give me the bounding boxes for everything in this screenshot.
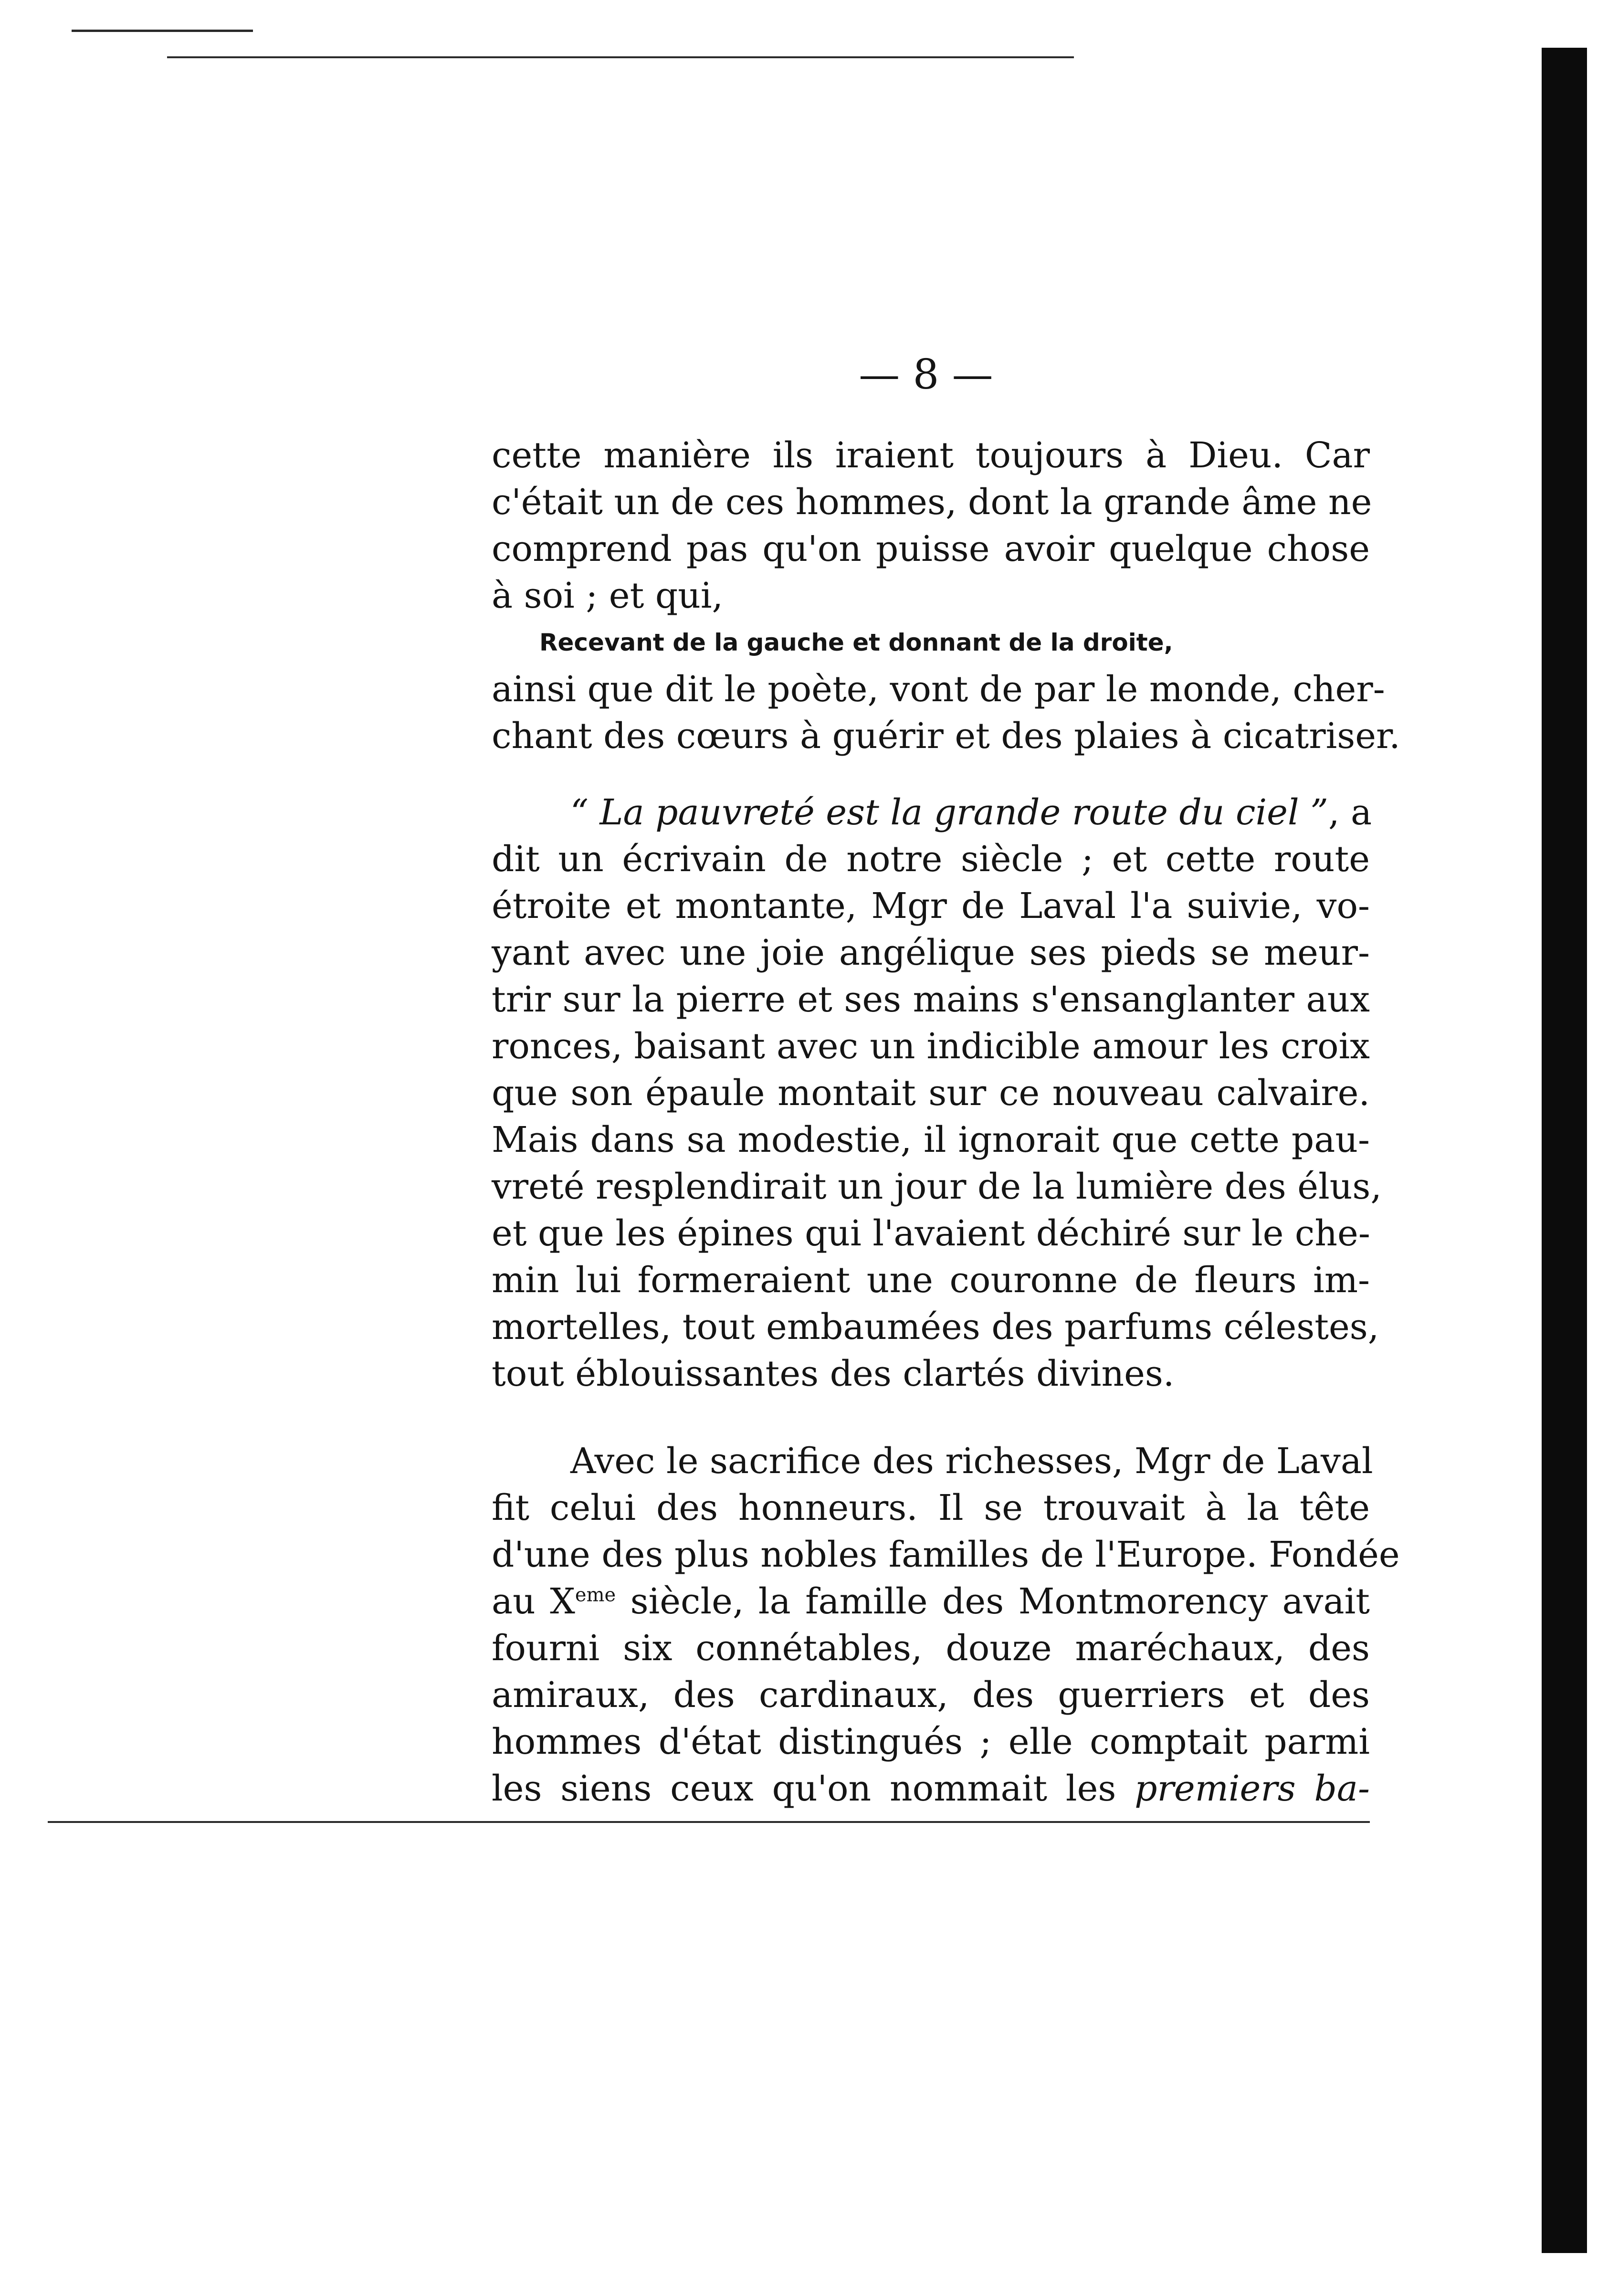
text-line: ronces, baisant avec un indicible amour les croix (492, 1026, 1370, 1067)
text-line: chant des cœurs à guérir et des plaies à cicatriser. (492, 716, 1400, 757)
text-line: cette manière ils iraient toujours à Dieu. Car (492, 435, 1370, 476)
text-line: tout éblouissantes des clartés divines. (492, 1353, 1175, 1394)
text-fragment: , a (1328, 792, 1372, 833)
text-line: dit un écrivain de notre siècle ; et cette route (492, 839, 1370, 880)
text-line: et que les épines qui l'avaient déchiré sur le che- (492, 1213, 1370, 1254)
text-fragment: au X (492, 1581, 575, 1622)
verse-quote: Recevant de la gauche et donnant de la droite, (539, 629, 1173, 656)
bottom-rule (48, 1821, 1370, 1823)
text-line: hommes d'état distingués ; elle comptait parmi (492, 1721, 1370, 1762)
text-fragment: les siens ceux qu'on nommait les (492, 1768, 1135, 1809)
text-line: ainsi que dit le poète, vont de par le monde, cher- (492, 669, 1385, 710)
text-line: amiraux, des cardinaux, des guerriers et des (492, 1675, 1370, 1716)
page-edge-shadow (1542, 48, 1587, 2253)
paragraph-gap (492, 759, 1370, 789)
italic-citation: “ La pauvreté est la grande route du ciel ” (570, 792, 1328, 833)
text-line: à soi ; et qui, (492, 575, 724, 616)
paragraph-gap (492, 1397, 1370, 1438)
text-line: c'était un de ces hommes, dont la grande âme ne (492, 482, 1372, 523)
italic-fragment: premiers ba- (1135, 1768, 1370, 1809)
superscript-ordinal: eme (575, 1584, 616, 1606)
text-line: d'une des plus nobles familles de l'Europe. Fondée (492, 1534, 1400, 1575)
page-number: — 8 — (859, 351, 993, 399)
text-line: étroite et montante, Mgr de Laval l'a suivie, vo- (492, 885, 1370, 927)
body-text (492, 432, 1400, 1812)
text-line: que son épaule montait sur ce nouveau calvaire. (492, 1073, 1370, 1114)
text-line-with-superscript (492, 1578, 1370, 1625)
text-line: yant avec une joie angélique ses pieds se meur- (492, 932, 1370, 973)
text-line: Mais dans sa modestie, il ignorait que cette pau- (492, 1119, 1370, 1160)
text-line: comprend pas qu'on puisse avoir quelque chose (492, 528, 1370, 569)
text-line: mortelles, tout embaumées des parfums célestes, (492, 1306, 1379, 1348)
top-rule-long (167, 56, 1074, 58)
text-line: trir sur la pierre et ses mains s'ensanglanter aux (492, 979, 1370, 1020)
text-fragment: siècle, la famille des Montmorency avait (616, 1581, 1370, 1622)
paragraph-opening-line (492, 789, 1370, 836)
text-line: fourni six connétables, douze maréchaux, des (492, 1628, 1370, 1669)
top-rule-short (72, 30, 253, 32)
text-line: min lui formeraient une couronne de fleurs im- (492, 1260, 1370, 1301)
text-line: vreté resplendirait un jour de la lumière des élus, (492, 1166, 1382, 1207)
text-line-final (492, 1765, 1370, 1812)
text-line: Avec le sacrifice des richesses, Mgr de Laval (570, 1441, 1373, 1482)
text-line: fit celui des honneurs. Il se trouvait à la tête (492, 1487, 1370, 1528)
